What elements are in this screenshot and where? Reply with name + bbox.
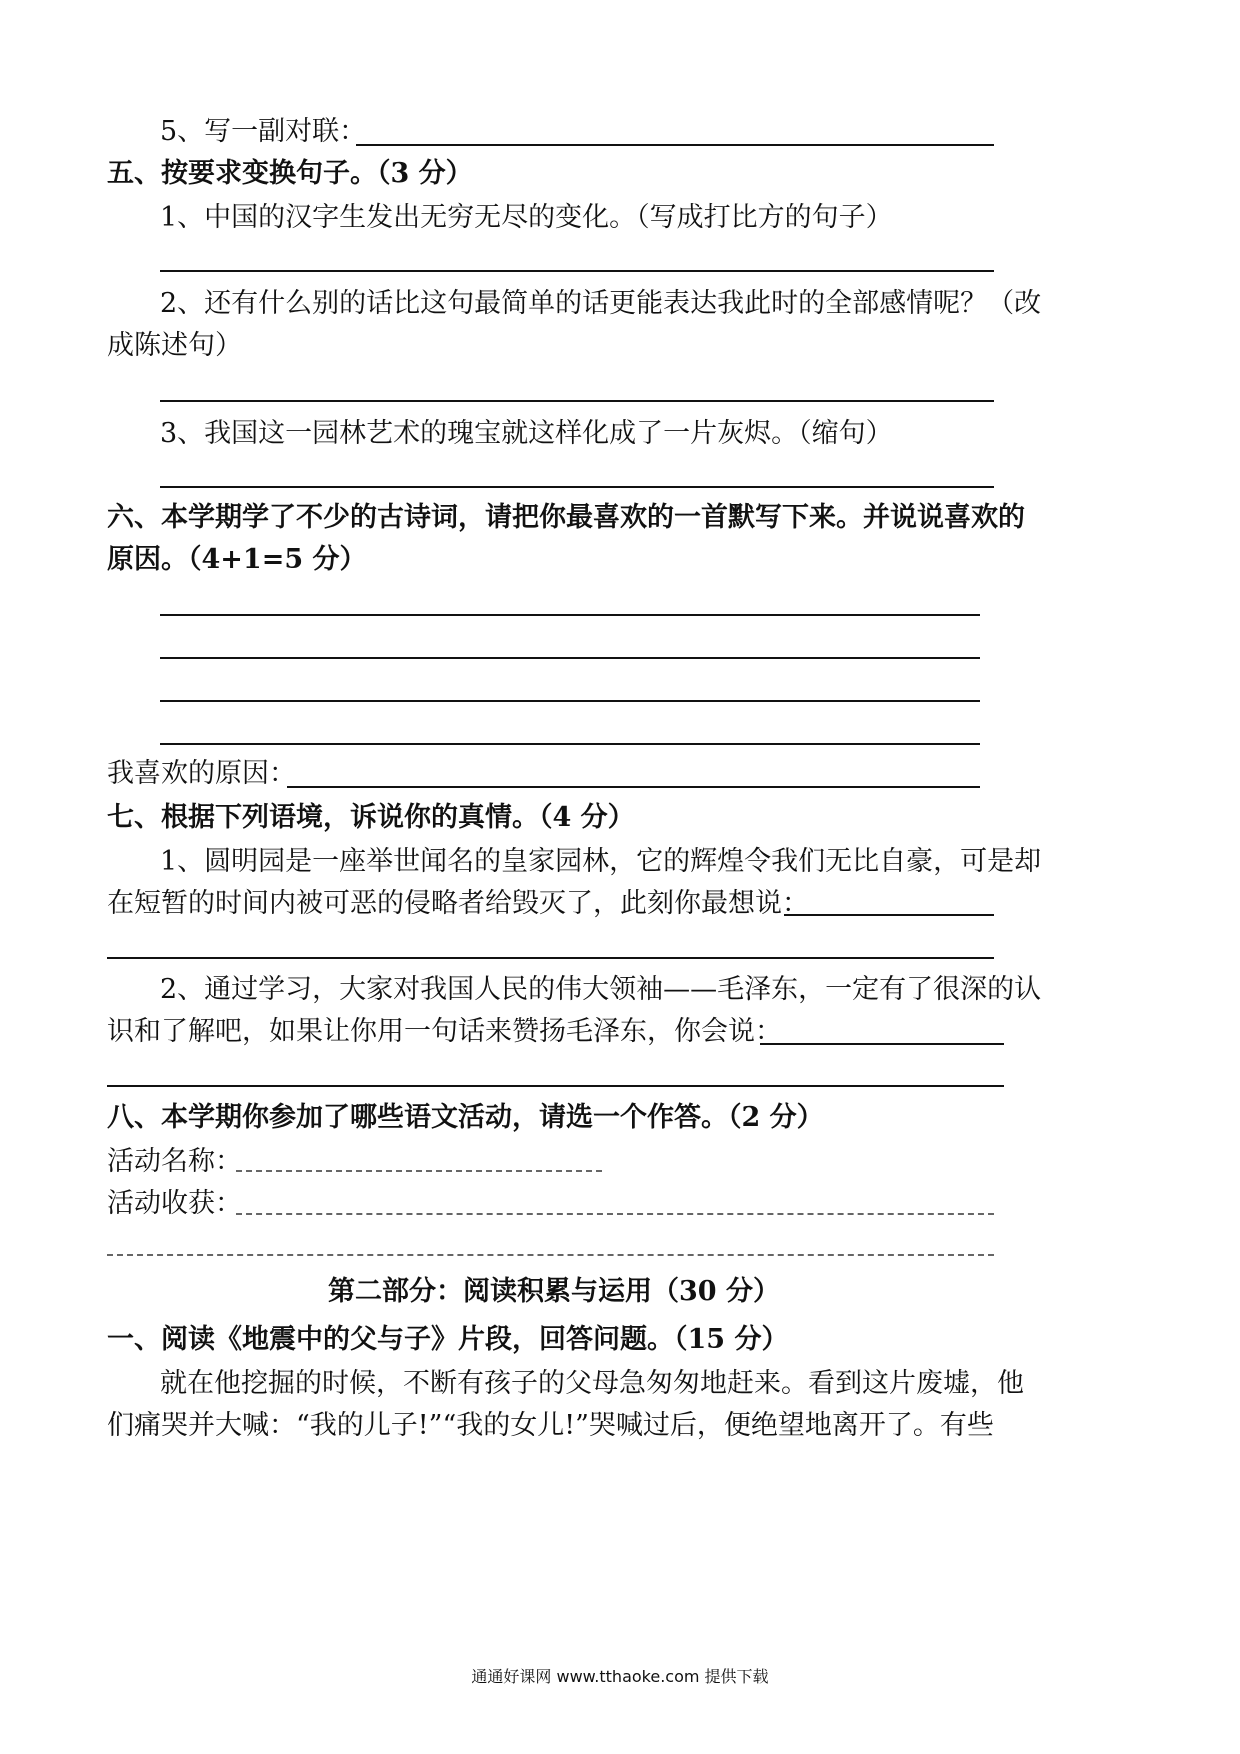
section-7-heading: 七、根据下列语境，诉说你的真情。（4 分） — [107, 802, 635, 833]
activity-gain-label: 活动收获： — [107, 1188, 242, 1219]
section-5-heading: 五、按要求变换句子。（3 分） — [107, 158, 473, 189]
section-5-item-3-answer-line[interactable] — [160, 486, 994, 488]
activity-gain-answer-line-1[interactable] — [236, 1213, 994, 1215]
section-5-item-1: 1、中国的汉字生发出无穷无尽的变化。（写成打比方的句子） — [160, 202, 893, 233]
activity-gain-answer-line-2[interactable] — [107, 1254, 994, 1256]
page-footer: 通通好课网 www.tthaoke.com 提供下载 — [471, 1667, 769, 1686]
poem-answer-line-1[interactable] — [160, 614, 980, 616]
section-6-heading-line-2: 原因。（4+1=5 分） — [107, 544, 367, 575]
section-5-item-2-line-2: 成陈述句） — [107, 330, 242, 361]
section-7-item-1-line-1: 1、圆明园是一座举世闻名的皇家园林，它的辉煌令我们无比自豪，可是却 — [160, 846, 1042, 877]
section-5-item-2-answer-line[interactable] — [160, 400, 994, 402]
section-7-item-1-line-2: 在短暂的时间内被可恶的侵略者给毁灭了，此刻你最想说： — [107, 888, 809, 919]
reading-question-1-heading: 一、阅读《地震中的父与子》片段，回答问题。（15 分） — [107, 1324, 789, 1355]
section-5-item-3: 3、我国这一园林艺术的瑰宝就这样化成了一片灰烬。（缩句） — [160, 418, 893, 449]
couplet-prompt: 5、写一副对联： — [160, 116, 367, 147]
section-7-item-2-line-1: 2、通过学习，大家对我国人民的伟大领袖——毛泽东，一定有了很深的认 — [160, 974, 1042, 1005]
section-7-item-1-inline-answer-line[interactable] — [784, 914, 994, 916]
poem-answer-line-2[interactable] — [160, 657, 980, 659]
couplet-answer-line[interactable] — [356, 144, 994, 146]
activity-name-label: 活动名称： — [107, 1146, 242, 1177]
section-5-item-2-line-1: 2、还有什么别的话比这句最简单的话更能表达我此时的全部感情呢？（改 — [160, 288, 1042, 319]
section-5-item-1-answer-line[interactable] — [160, 270, 994, 272]
activity-name-answer-line[interactable] — [236, 1170, 602, 1172]
poem-answer-line-3[interactable] — [160, 700, 980, 702]
section-6-heading-line-1: 六、本学期学了不少的古诗词，请把你最喜欢的一首默写下来。并说说喜欢的 — [107, 502, 1025, 533]
poem-answer-line-4[interactable] — [160, 743, 980, 745]
section-7-item-2-inline-answer-line[interactable] — [760, 1043, 1004, 1045]
part-2-title: 第二部分：阅读积累与运用（30 分） — [328, 1276, 780, 1307]
section-8-heading: 八、本学期你参加了哪些语文活动，请选一个作答。（2 分） — [107, 1102, 824, 1133]
reason-answer-line[interactable] — [287, 786, 980, 788]
section-7-item-2-line-2: 识和了解吧，如果让你用一句话来赞扬毛泽东，你会说： — [107, 1016, 782, 1047]
reason-label: 我喜欢的原因： — [107, 758, 296, 789]
section-7-item-2-answer-line[interactable] — [107, 1085, 1004, 1087]
passage-line-2: 们痛哭并大喊：“我的儿子!”“我的女儿!”哭喊过后，便绝望地离开了。有些 — [107, 1410, 994, 1441]
section-7-item-1-answer-line[interactable] — [107, 957, 994, 959]
passage-line-1: 就在他挖掘的时候，不断有孩子的父母急匆匆地赶来。看到这片废墟，他 — [160, 1368, 1024, 1399]
